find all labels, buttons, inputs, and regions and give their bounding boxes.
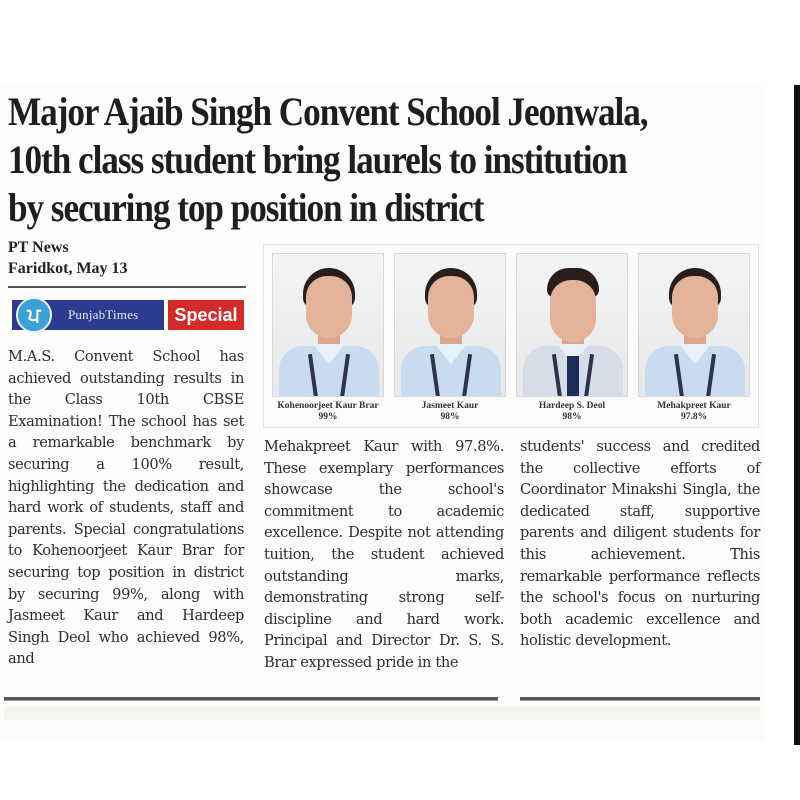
student-photo-panel — [263, 244, 759, 428]
bottom-band — [4, 706, 760, 720]
student-score: 99% — [318, 412, 338, 422]
column-1-text: M.A.S. Convent School has achieved outstanding results in the Class 10th CBSE Examination! The school has set a remarkable benchmark by securing a 100% result, highlighting the dedication and hard work of students, staff and parents. Special congratulations to Kohenoorjeet Kaur Brar for securing top position in district by securing 99%, along with Jasmeet Kaur and Hardeep Singh Deol who achieved 98%, and — [8, 348, 244, 668]
headline — [8, 88, 659, 232]
student-card — [516, 253, 628, 422]
student-name: Kohenoorjeet Kaur Brar — [277, 401, 379, 411]
student-name: Hardeep S. Deol — [538, 401, 606, 411]
student-score: 98% — [562, 412, 582, 422]
punjab-times-logo-icon: ਪ — [16, 297, 52, 333]
student-name: Mehakpreet Kaur — [657, 401, 731, 411]
column-2-text: Mehakpreet Kaur with 97.8%. These exemplary performances showcase the school's commitment to academic excellence. Despite not attending tuition, the student achieved outstanding marks, demonstrating strong self-discipline and hard work. Principal and Director Dr. S. S. Brar expressed pride in the — [264, 438, 504, 671]
byline — [8, 237, 128, 279]
article-column-2 — [264, 436, 504, 674]
student-card — [394, 253, 506, 422]
student-score: 97.8% — [680, 412, 708, 422]
student-score: 98% — [440, 412, 460, 422]
byline-source: PT News — [8, 239, 69, 256]
article-column-3 — [520, 436, 760, 652]
brand-strip — [12, 300, 244, 330]
student-photo — [638, 253, 750, 397]
special-tag: Special — [168, 300, 244, 330]
student-photo — [394, 253, 506, 397]
bottom-divider — [520, 697, 760, 701]
byline-divider — [8, 286, 246, 288]
brand-name: PunjabTimes — [68, 307, 139, 322]
student-photo — [272, 253, 384, 397]
headline-line-1: Major Ajaib Singh Convent School Jeonwala, — [8, 89, 648, 134]
necktie — [567, 356, 579, 397]
headline-line-3: by securing top position in district — [8, 185, 484, 230]
brand-banner — [12, 300, 164, 330]
student-photo — [516, 253, 628, 397]
byline-dateline: Faridkot, May 13 — [8, 260, 128, 277]
article-column-1 — [8, 346, 244, 670]
student-name: Jasmeet Kaur — [421, 401, 479, 411]
page-edge-shadow — [794, 85, 800, 745]
student-card — [638, 253, 750, 422]
headline-line-2: 10th class student bring laurels to institution — [8, 137, 627, 182]
student-card — [272, 253, 384, 422]
column-3-text: students' success and credited the collective efforts of Coordinator Minakshi Singla, the dedicated staff, supportive parents and diligent students for this achievement. This remarkable performance reflects the school's focus on nurturing both academic excellence and holistic development. — [520, 438, 760, 650]
bottom-divider — [4, 697, 498, 701]
